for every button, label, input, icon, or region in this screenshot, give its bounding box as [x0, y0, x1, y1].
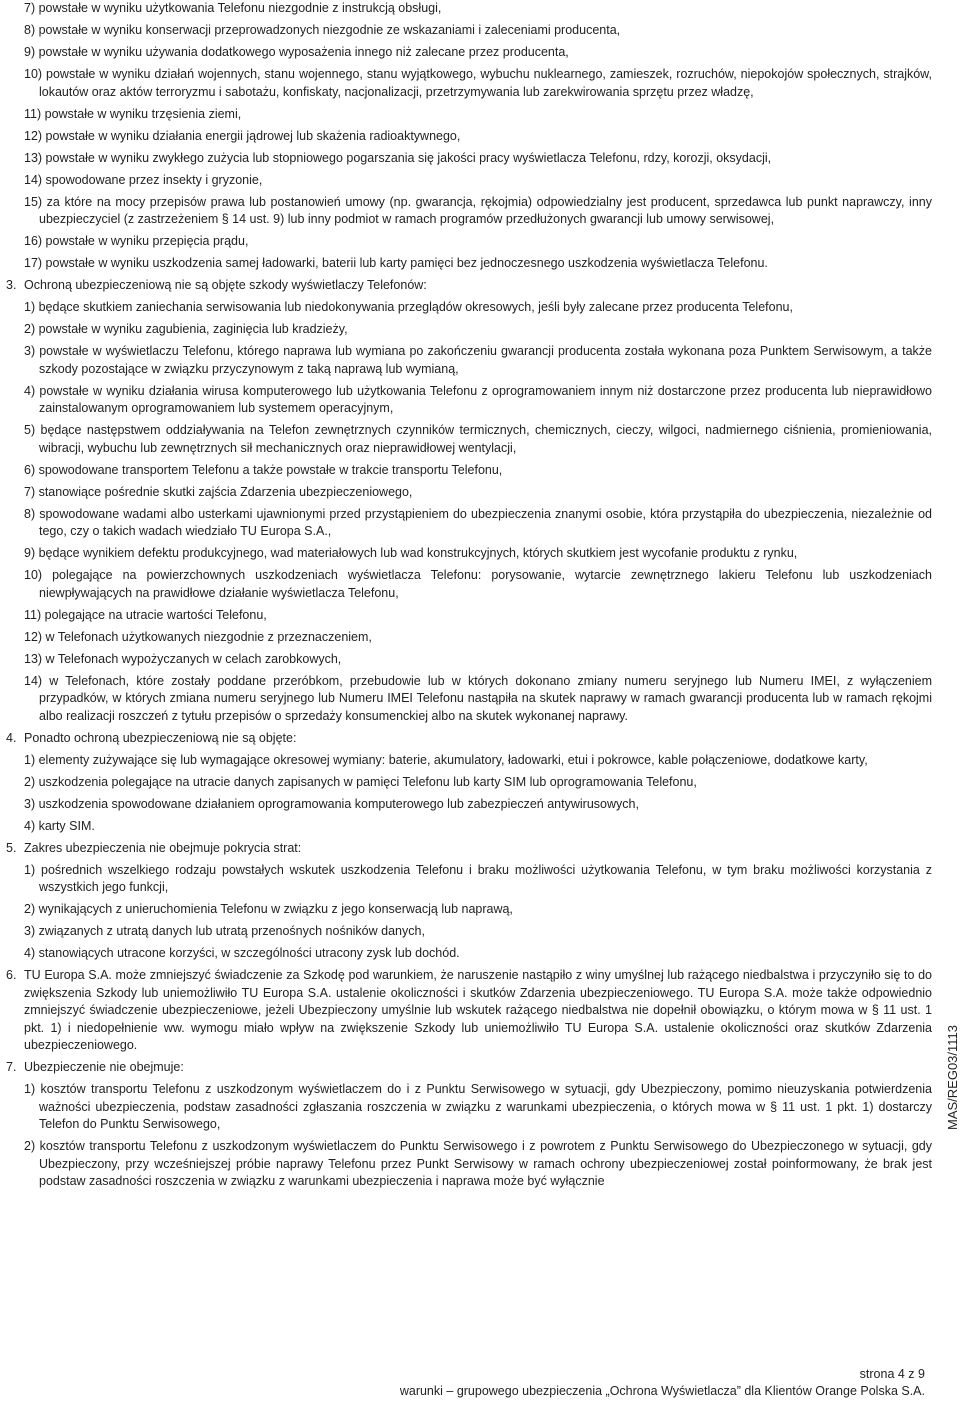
list-item: 4) powstałe w wyniku działania wirusa komputerowego lub użytkowania Telefonu z oprogramowaniem innym niż dostarczone przez producenta lub nieprawidłowo zainstalowanym oprogramowaniem lub systemem operacyjnym, [24, 383, 932, 415]
section-number: 4. [6, 730, 17, 745]
list-item: 7) powstałe w wyniku użytkowania Telefonu niezgodnie z instrukcją obsługi, [24, 1, 442, 15]
list-item: 9) będące wynikiem defektu produkcyjnego, wad materiałowych lub wad konstrukcyjnych, których skutkiem jest wycofanie produktu z rynku, [24, 546, 798, 560]
list-item: 5) będące następstwem oddziaływania na Telefon zewnętrznych czynników termicznych, chemicznych, cieczy, wilgoci, nadmiernego ciśnienia, promieniowania, wibracji, wybuchu lub zewnętrznych sił mechanicznych oraz nieprawidłowej wentylacji, [24, 423, 932, 455]
list-item: 1) kosztów transportu Telefonu z uszkodzonym wyświetlaczem do i z Punktu Serwisowego w sytuacji, gdy Ubezpieczony, pomimo nieuzyskania potwierdzenia ważności ubezpieczenia, podstaw zasadności zgłaszania roszczenia w związku z warunkami ubezpieczenia, o których mowa w § 11 ust. 1 pkt. 1) dostarczy Telefon do Punktu Serwisowego, [24, 1082, 932, 1131]
list-item: 2) kosztów transportu Telefonu z uszkodzonym wyświetlaczem do Punktu Serwisowego i z powrotem z Punktu Serwisowego do Ubezpieczonego w sytuacji, gdy Ubezpieczony, przy wcześniejszej próbie naprawy Telefonu przez Punkt Serwisowy w ramach ochrony ubezpieczeniowej został poinformowany, że brak jest podstaw zasadności roszczenia w związku z warunkami ubezpieczenia i naprawa może być wyłącznie [24, 1139, 932, 1188]
list-item: 1) pośrednich wszelkiego rodzaju powstałych wskutek uszkodzenia Telefonu i braku możliwości użytkowania Telefonu, w tym braku możliwości korzystania z wszystkich jego funkcji, [24, 862, 932, 894]
section-text: Ubezpieczenie nie obejmuje: [24, 1060, 184, 1074]
list-item: 11) powstałe w wyniku trzęsienia ziemi, [24, 106, 242, 121]
list-item: 14) w Telefonach, które zostały poddane przeróbkom, przebudowie lub w których dokonano zmiany numeru seryjnego lub Numeru IMEI, z wyłączeniem przypadków, w których zmiana numeru seryjnego lub Numeru IMEI Telefonu nastąpiła na skutek naprawy w ramach gwarancji producenta lub w ramach rękojmi albo realizacji roszczeń z tytułu przepisów o sprzedaży konsumenckiej albo na skutek wykonanej naprawy. [24, 673, 932, 723]
section-heading [0, 840, 932, 858]
list-item: 3) powstałe w wyświetlaczu Telefonu, którego naprawa lub wymiana po zakończeniu gwarancji producenta została wykonana poza Punktem Serwisowym, a także szkody pozostające w związku przyczynowym z taką naprawą lub wymianą, [24, 344, 932, 376]
section-heading [0, 1059, 932, 1077]
page-footer [400, 1366, 925, 1400]
list-item: 9) powstałe w wyniku używania dodatkowego wyposażenia innego niż zalecane przez producenta, [24, 45, 569, 59]
section-number: 6. [6, 968, 17, 982]
section-number: 7. [6, 1060, 17, 1074]
list-item: 13) powstałe w wyniku zwykłego zużycia lub stopniowego pogarszania się jakości pracy wyświetlacza Telefonu, rdzy, korozji, oksydacji, [24, 150, 772, 165]
list-item: 4) karty SIM. [24, 818, 95, 833]
section-heading [0, 277, 932, 295]
list-item: 3) związanych z utratą danych lub utratą przenośnych nośników danych, [24, 924, 425, 938]
list-item: 10) polegające na powierzchownych uszkodzeniach wyświetlacza Telefonu: porysowanie, wytarcie zewnętrznego lakieru Telefonu lub uszkodzeniach niewpływających na prawidłowe działanie wyświetlacza Telefonu, [24, 568, 932, 600]
list-item: 7) stanowiące pośrednie skutki zajścia Zdarzenia ubezpieczeniowego, [24, 484, 413, 499]
list-item: 15) za które na mocy przepisów prawa lub postanowień umowy (np. gwarancja, rękojmia) odpowiedzialny jest producent, sprzedawca lub punkt naprawczy, inny ubezpieczyciel (z zastrzeżeniem § 14 ust. 9) lub inny podmiot w ramach programów przedłużonych gwarancji lub umowy serwisowej, [24, 194, 932, 226]
section-heading [0, 730, 932, 748]
page-number: strona 4 z 9 [859, 1367, 925, 1381]
list-item: 2) wynikających z unieruchomienia Telefonu w związku z jego konserwacją lub naprawą, [24, 902, 513, 916]
document-code: MAS/REG03/1113 [945, 1024, 960, 1130]
list-item: 4) stanowiących utracone korzyści, w szczególności utracony zysk lub dochód. [24, 946, 460, 960]
list-item: 8) spowodowane wadami albo usterkami ujawnionymi przed przystąpieniem do ubezpieczenia znanymi osobie, która przystąpiła do ubezpieczenia, niezależnie od tego, czy o takich wadach wiedziało TU Europa S.A., [24, 506, 932, 538]
section-text: TU Europa S.A. może zmniejszyć świadczenie za Szkodę pod warunkiem, że naruszenie nastąpiło z winy umyślnej lub rażącego niedbalstwa i przyczyniło się to do zwiększenia Szkody lub uniemożliwiło TU Europa S.A. ustalenie okoliczności i skutków Zdarzenia ubezpieczeniowego. TU Europa S.A. może także odpowiednio zmniejszyć świadczenie ubezpieczeniowe, jeżeli Ubezpieczony umyślnie lub wskutek rażącego niedbalstwa nie dopełnił obowiązku, o którym mowa w § 11 ust. 1 pkt. 1) i niedopełnienie ww. wymogu miało wpływ na zwiększenie Szkody lub uniemożliwiło TU Europa S.A. ustalenie okoliczności oraz skutków Zdarzenia ubezpieczeniowego. [24, 968, 932, 1052]
list-item: 2) powstałe w wyniku zagubienia, zaginięcia lub kradzieży, [24, 322, 348, 336]
list-item: 16) powstałe w wyniku przepięcia prądu, [24, 234, 249, 248]
list-item: 1) będące skutkiem zaniechania serwisowania lub niedokonywania przeglądów okresowych, jeśli były zalecane przez producenta Telefonu, [24, 300, 793, 314]
list-item: 6) spowodowane transportem Telefonu a także powstałe w trakcie transportu Telefonu, [24, 462, 503, 477]
section-number: 5. [6, 840, 17, 855]
list-item: 12) powstałe w wyniku działania energii jądrowej lub skażenia radioaktywnego, [24, 128, 461, 143]
section-list [0, 277, 932, 1191]
list-item: 14) spowodowane przez insekty i gryzonie, [24, 172, 263, 187]
section-text: Zakres ubezpieczenia nie obejmuje pokrycia strat: [24, 840, 302, 855]
section-number: 3. [6, 278, 17, 292]
section-heading [0, 967, 932, 1055]
section-text: Ponadto ochroną ubezpieczeniową nie są objęte: [24, 730, 297, 745]
list-item: 13) w Telefonach wypożyczanych w celach zarobkowych, [24, 651, 342, 666]
list-item: 3) uszkodzenia spowodowane działaniem oprogramowania komputerowego lub zabezpieczeń antywirusowych, [24, 796, 639, 811]
section-text: Ochroną ubezpieczeniową nie są objęte szkody wyświetlaczy Telefonów: [24, 278, 427, 292]
list-item: 17) powstałe w wyniku uszkodzenia samej ładowarki, baterii lub karty pamięci bez jednoczesnego uszkodzenia wyświetlacza Telefonu. [24, 256, 768, 270]
list-item: 8) powstałe w wyniku konserwacji przeprowadzonych niezgodnie ze wskazaniami i zaleceniami producenta, [24, 23, 621, 37]
list-item: 10) powstałe w wyniku działań wojennych, stanu wojennego, stanu wyjątkowego, wybuchu nuklearnego, zamieszek, rozruchów, niepokojów społecznych, strajków, lokautów oraz aktów terroryzmu i sabotażu, konfiskaty, nacjonalizacji, przetrzymywania lub zarekwirowania sprzętu przez władzę, [24, 67, 932, 99]
continued-list [0, 0, 932, 273]
list-item: 1) elementy zużywające się lub wymagające okresowej wymiany: baterie, akumulatory, ładowarki, etui i pokrowce, kable połączeniowe, dodatkowe karty, [24, 752, 868, 767]
list-item: 2) uszkodzenia polegające na utracie danych zapisanych w pamięci Telefonu lub karty SIM lub oprogramowania Telefonu, [24, 774, 697, 789]
list-item: 12) w Telefonach użytkowanych niezgodnie z przeznaczeniem, [24, 629, 372, 644]
list-item: 11) polegające na utracie wartości Telefonu, [24, 607, 267, 622]
footer-title: warunki – grupowego ubezpieczenia „Ochrona Wyświetlacza” dla Klientów Orange Polska S.A. [399, 1384, 925, 1398]
